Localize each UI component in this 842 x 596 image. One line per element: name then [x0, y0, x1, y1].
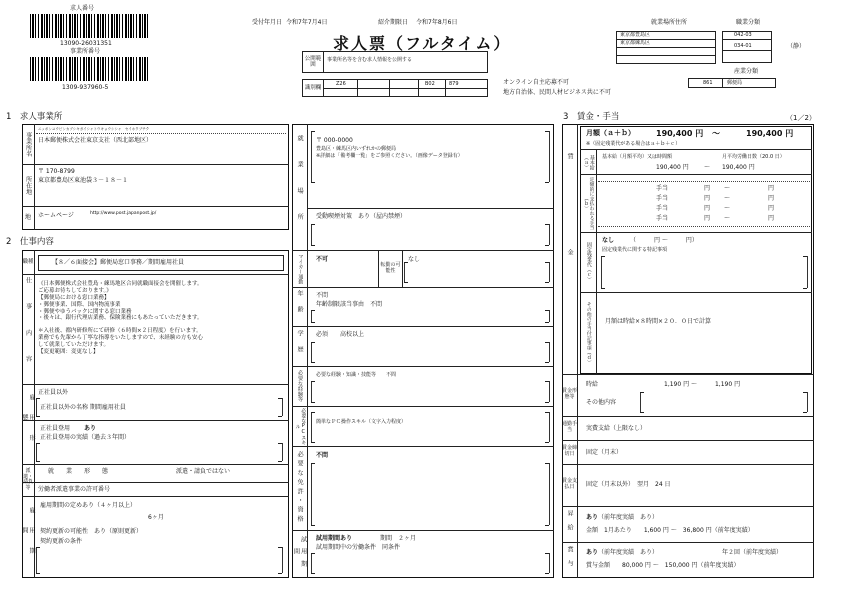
s1-addr: 東京都豊島区東池袋３－１８－１: [38, 177, 129, 184]
mid-edu-label: 学歴: [296, 329, 304, 363]
public-label: 公開範囲: [304, 55, 322, 68]
s1-hp: http://www.post.japanpost.jp/: [90, 211, 157, 216]
s3-allow-unit: 円: [704, 195, 711, 202]
s3-allow-unit2: 円: [768, 195, 775, 202]
id-val-3: 879: [449, 81, 459, 87]
s3-payday-label: 賃金支払日: [562, 478, 578, 490]
mid-box: [292, 124, 554, 578]
s2-content-line: ご応募お待ちしております。》: [38, 287, 112, 294]
s3-pay-hourly: 時給: [586, 381, 599, 388]
id-val-2: B02: [425, 81, 435, 87]
expiry-label: 紹介期限日: [378, 19, 409, 26]
barcode-office: [30, 57, 150, 81]
s3-bonus-times: 年２回（前年度実績）: [722, 549, 783, 556]
s2-content: [38, 281, 286, 356]
job-no-label: 求人番号: [70, 5, 95, 12]
received-label: 受付年月日: [252, 19, 283, 26]
s1-name-label: 事業所名: [24, 131, 32, 157]
job-class-label: 職業分類: [736, 19, 761, 26]
s1-postal: 〒 170-8799: [38, 168, 75, 175]
s3-allow-sep: ～: [724, 215, 731, 222]
s3-bonus-note: （前年度実績 あり）: [598, 549, 659, 556]
s2-content-line: ＊入社後、都内研修所にて研修（６時間×２日程度）を行います。: [38, 328, 202, 335]
s3-pay-form-label: 賃金形態等: [562, 388, 578, 400]
s2-emp-label: 雇用形態: [21, 393, 36, 455]
s2-content-line: ・郵便やゆうパックに関する窓口業務: [38, 308, 132, 315]
s3-base-title: 基本給（月額平均）又は時間額: [602, 154, 673, 160]
s3-bonus-label: 賞与: [566, 545, 574, 575]
s2-dispatch-label: 派遣・請負等: [22, 468, 33, 491]
mid-exp-val: 必要な経験・知識・技能等 不問: [316, 372, 397, 378]
page-title: 求人票（フルタイム）: [333, 34, 512, 53]
s3-other-label: その他の手当付記事項（ｄ）: [585, 301, 591, 365]
static-mark: （静）: [787, 43, 806, 50]
id-label: 識別欄: [304, 84, 322, 91]
s2-emp-main: 正社員以外: [38, 389, 69, 396]
s1-name: 日本郵便株式会社東京支社（西北部地区）: [38, 137, 153, 144]
s3-fixed-ot-range: （ 円 ～ 円）: [630, 237, 698, 244]
received: 令和7年7月4日: [286, 19, 328, 26]
s3-allow-name: 手当: [656, 195, 669, 202]
mid-trial-val: 試用期間あり: [316, 535, 353, 542]
mid-place-label: 就業場所: [296, 134, 304, 240]
s3-days-title: 月平均労働日数（20.0 日）: [722, 154, 785, 160]
work-loc-1: 東京都豊島区: [620, 32, 651, 38]
s2-type: 【８／６面接会】郵便局窓口事務／期間雇用社員: [52, 259, 185, 266]
s2-content-line: 【変更範囲：変更なし】: [38, 348, 99, 355]
id-val-1: Z26: [336, 81, 346, 87]
s1-hp-label: ホームページ: [38, 212, 74, 219]
industry-code: 861: [703, 80, 713, 86]
s3-pay-other: その他内容: [586, 399, 617, 406]
s2-content-line: ・郵便事業、国際、国内物流事業: [38, 301, 121, 308]
s2-content-line: 《日本郵便株式会社豊島・練馬地区合同就職面接会を開催します。: [38, 281, 203, 287]
s2-content-label: 仕事内容: [24, 276, 32, 382]
s1-addr-label: 所在地: [24, 175, 32, 195]
mid-edu-val: 必須 高校以上: [316, 331, 365, 338]
s3-wage-label: 賃金: [566, 152, 574, 346]
s2-period-len: 6ヶ月: [148, 514, 164, 521]
job-no: 13090-26031351: [60, 40, 112, 47]
s3-raise-note: （前年度実績 あり）: [598, 514, 659, 521]
mid-pc-val: 簡単なＰＣ操作スキル（文字入力程度）: [316, 419, 406, 425]
s3-base-to: 190,400 円: [722, 164, 755, 171]
mid-pc-label: 必要なPCスキル: [294, 407, 307, 445]
mid-age-reason: 年齢制限該当事由 不問: [316, 301, 383, 308]
s2-content-line: 業務でも先輩から丁寧な指導をいたしますので、未経験の方も安心: [38, 335, 203, 342]
work-loc-label: 就業場所住所: [651, 19, 688, 26]
s3-allow-sep: ～: [724, 205, 731, 212]
s3-fixed-ot-note: 固定残業代に関する特記事項: [602, 247, 668, 253]
s3-base-label: 基本給（ａ）: [583, 154, 595, 170]
mid-trial-term: 期間 ２ヶ月: [380, 535, 417, 542]
s3-allow-unit: 円: [704, 185, 711, 192]
mid-age-val: 不問: [316, 292, 329, 299]
s3-fixed-ot-label: 固定残業代（ｃ）: [585, 242, 592, 282]
mid-trial-cond: 試用期間中の労働条件 同条件: [316, 544, 401, 551]
s3-cutoff-label: 賃金締切日: [562, 445, 578, 457]
s3-allow-unit2: 円: [768, 185, 775, 192]
s3-allow-name: 手当: [656, 215, 669, 222]
s3-base-sep: ～: [704, 164, 711, 171]
s3-allow-sep: ～: [724, 185, 731, 192]
mid-place-note: ※詳細は「備考欄一覧」をご参照ください。（画像データ登録有）: [316, 153, 463, 159]
office-no: 1309-937960-5: [62, 84, 109, 91]
s3-base-from: 190,400 円: [656, 164, 689, 171]
s2-license: 労働者派遣事業の許可番号: [38, 486, 111, 493]
municipal-note: 地方自治体、民間人材ビジネス共に不可: [503, 89, 611, 96]
s3-bonus-amount: 賞与金額 80,000 円 ～ 150,000 円（前年度実績）: [586, 562, 740, 569]
s3-monthly-from: 190,400 円: [656, 129, 704, 138]
s2-regular-val: あり: [84, 425, 97, 432]
s2-period-def: 雇用期間の定めあり（４ヶ月以上）: [40, 502, 137, 509]
mid-car-label: マイカー通勤: [297, 253, 304, 284]
s2-emp-name: 正社員以外の名称 期間雇用社員: [40, 404, 126, 411]
job-class-2: 034-01: [734, 43, 752, 49]
s3-allow-sep: ～: [724, 195, 731, 202]
s3-allow-unit: 円: [704, 215, 711, 222]
s3-allow-unit2: 円: [768, 215, 775, 222]
s2-regular-label: 正社員登用: [40, 425, 71, 432]
s1-hp-label-mark: 地: [24, 214, 32, 222]
s3-commute-val: 実費支給（上限なし）: [586, 425, 647, 432]
s3-monthly-label: 月額（ａ＋ｂ）: [586, 129, 635, 137]
s2-content-line: 【郵便局における窓口業務】: [38, 294, 110, 301]
s3-fixed-ot-val: なし: [602, 237, 615, 244]
job-class-1: 042-03: [734, 32, 752, 38]
online-note: オンライン自主応募不可: [503, 79, 569, 86]
s2-dispatch-form: 就 業 形 態: [48, 468, 109, 475]
mid-exp-label: 必要な経験等: [296, 370, 303, 402]
s3-cutoff-val: 固定（月末）: [586, 449, 623, 456]
s3-raise-label: 昇給: [566, 509, 574, 539]
public-value: 事業所名等を含む求人情報を公開する: [327, 57, 413, 63]
barcode-job: [30, 14, 150, 38]
s3-monthly-to: 190,400 円: [746, 129, 794, 138]
mid-place-addr: 豊島区・練馬区内いずれかの郵便局: [316, 146, 397, 152]
s3-pay-hourly-range: 1,190 円 ～ 1,190 円: [664, 381, 741, 388]
mid-car-val: 不可: [316, 256, 329, 263]
s3-allow-name: 手当: [656, 205, 669, 212]
mid-transfer-label: 転勤の可能性: [380, 262, 401, 274]
mid-smoke: 受動喫煙対策 あり（屋内禁煙）: [316, 213, 407, 220]
industry-name: 郵便局: [727, 80, 743, 86]
expiry: 令和7年8月6日: [416, 19, 458, 26]
s3-other-val: 月額は時給×８時間×２０．０日で計算: [605, 318, 712, 325]
s2-type-label: 職種: [22, 258, 34, 265]
mid-transfer-val: なし: [408, 256, 421, 263]
section-2-heading: 2 仕事内容: [6, 237, 54, 247]
s1-name-kana: ニッポンユウビンカブシキガイシャトウキョウシシャ セイホクブチク: [38, 127, 150, 131]
mid-age-label: 年齢: [296, 290, 304, 323]
office-no-label: 事業所番号: [70, 48, 101, 55]
section-1-heading: 1 求人事業所: [6, 112, 63, 122]
s2-dispatch-val: 派遣・請負ではない: [176, 468, 231, 475]
s3-bonus-val: あり: [586, 549, 599, 556]
mid-place-postal: 〒 000-0000: [316, 137, 353, 144]
s2-renew: 契約更新の可能性 あり（原則更新）: [40, 528, 143, 535]
mid-license-label: 必要な免許・資格: [296, 451, 304, 525]
s3-monthly-sep: ～: [712, 129, 720, 138]
s3-allow-unit2: 円: [768, 205, 775, 212]
s3-commute-label: 通勤手当: [562, 421, 578, 433]
s2-period-label: 雇用期間: [21, 506, 36, 568]
section-3-heading: 3 賃金・手当: [563, 112, 620, 122]
s2-content-line: ・後々は、銀行代理店業務、保険業務にもあたっていただきます。: [38, 315, 203, 322]
mid-license-val: 不問: [316, 452, 329, 459]
s2-renew-cond: 契約更新の条件: [40, 538, 83, 545]
s3-allow-label: 定額的に支払われる手当（ｂ）: [583, 176, 594, 230]
s3-allow-name: 手当: [656, 185, 669, 192]
s2-regular-record: 正社員登用の実績（過去３年間）: [40, 434, 131, 441]
s3-allow-unit: 円: [704, 205, 711, 212]
s3-payday-val: 固定（月末以外） 翌月 24 日: [586, 481, 671, 488]
s3-raise-val: あり: [586, 514, 599, 521]
mid-trial-label: 試用期間: [292, 535, 307, 573]
page-number: （1／2）: [786, 114, 816, 122]
work-loc-2: 東京都練馬区: [620, 40, 651, 46]
s2-content-line: して就業していただけます。: [38, 342, 110, 348]
s3-monthly-note: ※（固定残業代がある場合はａ＋ｂ＋ｃ）: [586, 141, 681, 147]
industry-label: 産業分類: [734, 68, 759, 75]
s3-raise-amount: 金額 1月あたり 1,600 円 ～ 36,800 円（前年度実績）: [586, 527, 754, 534]
